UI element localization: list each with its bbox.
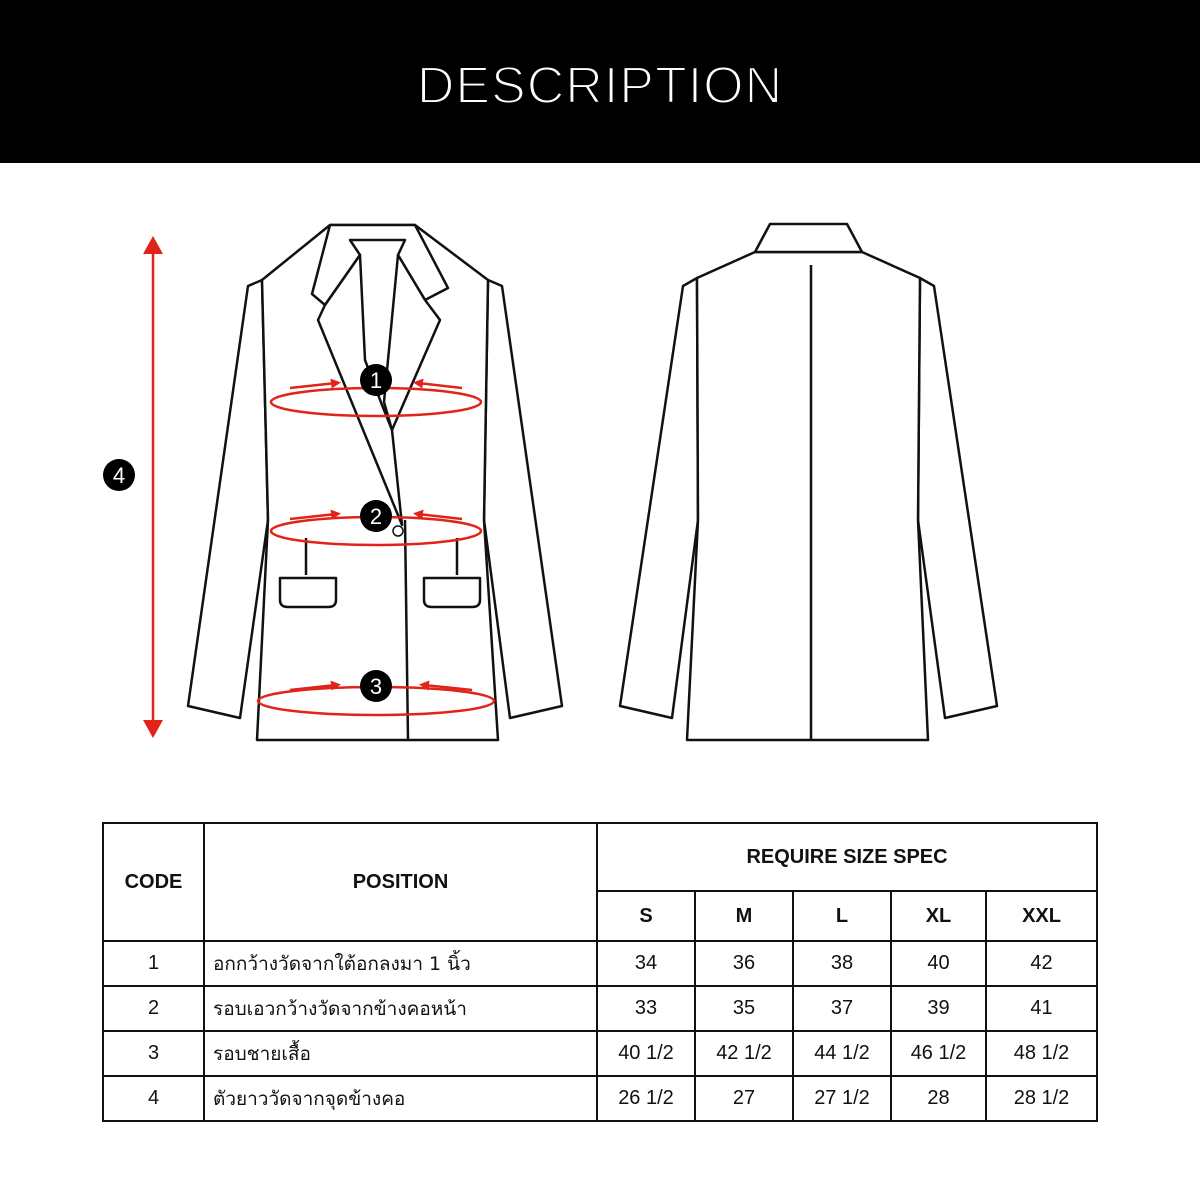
code-header: CODE	[103, 823, 204, 941]
back-body	[687, 252, 928, 740]
value-cell: 42 1/2	[695, 1031, 793, 1076]
value-cell: 38	[793, 941, 891, 986]
value-cell: 46 1/2	[891, 1031, 986, 1076]
value-cell: 39	[891, 986, 986, 1031]
length-arrow-top	[143, 236, 163, 254]
table-row	[103, 1076, 1097, 1121]
size-header-l: L	[793, 891, 891, 941]
length-arrow-bottom	[143, 720, 163, 738]
front-right-sleeve	[484, 280, 562, 718]
require-size-spec-header: REQUIRE SIZE SPEC	[597, 823, 1097, 891]
marker-3-label: 3	[369, 674, 383, 699]
marker-2-label: 2	[369, 504, 383, 529]
front-left-sleeve	[188, 280, 268, 718]
position-cell: อกกว้างวัดจากใต้อกลงมา 1 นิ้ว	[204, 941, 597, 986]
table-row	[103, 1031, 1097, 1076]
value-cell: 37	[793, 986, 891, 1031]
value-cell: 27	[695, 1076, 793, 1121]
value-cell: 34	[597, 941, 695, 986]
value-cell: 33	[597, 986, 695, 1031]
value-cell: 27 1/2	[793, 1076, 891, 1121]
value-cell: 36	[695, 941, 793, 986]
jacket-front	[188, 225, 562, 740]
front-button	[393, 526, 403, 536]
size-header-xxl: XXL	[986, 891, 1097, 941]
table-row	[103, 941, 1097, 986]
front-right-pocket	[424, 578, 480, 607]
size-header-m: M	[695, 891, 793, 941]
back-collar	[755, 224, 862, 252]
position-cell: ตัวยาววัดจากจุดข้างคอ	[204, 1076, 597, 1121]
position-cell: รอบชายเสื้อ	[204, 1031, 597, 1076]
jacket-diagram	[0, 163, 1200, 803]
value-cell: 48 1/2	[986, 1031, 1097, 1076]
value-cell: 44 1/2	[793, 1031, 891, 1076]
code-cell: 1	[103, 941, 204, 986]
value-cell: 41	[986, 986, 1097, 1031]
value-cell: 26 1/2	[597, 1076, 695, 1121]
value-cell: 40 1/2	[597, 1031, 695, 1076]
position-cell: รอบเอวกว้างวัดจากข้างคอหน้า	[204, 986, 597, 1031]
value-cell: 40	[891, 941, 986, 986]
header-banner	[0, 0, 1200, 163]
value-cell: 28 1/2	[986, 1076, 1097, 1121]
position-header: POSITION	[204, 823, 597, 941]
value-cell: 35	[695, 986, 793, 1031]
code-cell: 2	[103, 986, 204, 1031]
front-left-pocket	[280, 578, 336, 607]
marker-1-label: 1	[369, 368, 383, 393]
table-row	[103, 986, 1097, 1031]
back-left-sleeve	[620, 278, 698, 718]
jacket-back	[620, 224, 997, 740]
value-cell: 28	[891, 1076, 986, 1121]
page-title: DESCRIPTION	[416, 56, 784, 115]
size-spec-table	[102, 822, 1098, 1122]
size-header-s: S	[597, 891, 695, 941]
value-cell: 42	[986, 941, 1097, 986]
size-header-xl: XL	[891, 891, 986, 941]
back-right-sleeve	[918, 278, 997, 718]
code-cell: 4	[103, 1076, 204, 1121]
code-cell: 3	[103, 1031, 204, 1076]
marker-4-label: 4	[112, 463, 126, 488]
front-body	[257, 225, 498, 740]
